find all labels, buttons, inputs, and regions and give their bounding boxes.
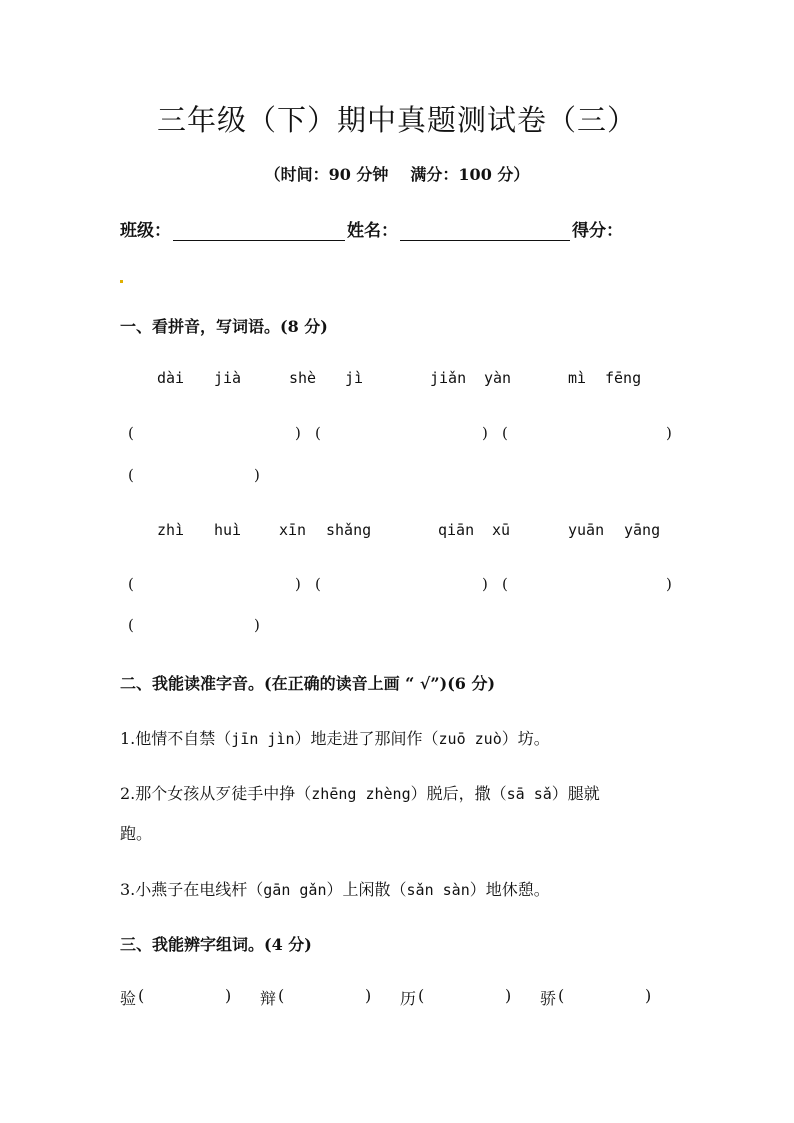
pinyin-syllable: shǎng [326, 521, 372, 539]
answer-paren-close: ) [254, 616, 260, 634]
pinyin-syllable: jì [345, 369, 364, 387]
question-2-2-continued: 跑。 [120, 824, 153, 843]
pinyin-syllable: fēng [605, 369, 642, 387]
pinyin-syllable: jià [214, 369, 242, 387]
question-2-3 [120, 877, 680, 900]
answer-paren-close: ) [295, 424, 301, 442]
answer-paren-close: ) [254, 466, 260, 484]
exam-time-score [0, 162, 794, 185]
answer-paren-open: ( [418, 986, 425, 1005]
question-text: ）腿就 [551, 784, 600, 803]
exam-full-score: 满分：100 分） [410, 165, 530, 184]
page-title: 三年级（下）期中真题测试卷（三） [156, 103, 637, 137]
answer-paren-open: ( [128, 424, 134, 442]
stray-mark [120, 280, 123, 283]
answer-paren-close: ) [666, 424, 672, 442]
answer-paren-close: ) [666, 575, 672, 593]
class-blank[interactable] [173, 220, 345, 241]
answer-paren-open: ( [315, 424, 321, 442]
word-char: 骄 [540, 989, 557, 1008]
pinyin-choice[interactable]: sā sǎ [506, 785, 552, 803]
answer-paren-open: ( [502, 424, 508, 442]
score-label: 得分： [572, 221, 623, 241]
question-2-2 [120, 781, 680, 804]
answer-paren-open: ( [315, 575, 321, 593]
word-char: 辩 [260, 989, 277, 1008]
pinyin-row-2 [0, 521, 794, 545]
answer-paren-open: ( [278, 986, 285, 1005]
pinyin-syllable: jiǎn [430, 369, 467, 387]
student-info-row [120, 216, 680, 242]
answer-paren-open: ( [138, 986, 145, 1005]
pinyin-syllable: yuān [568, 521, 605, 539]
class-label: 班级： [120, 221, 171, 241]
question-text: ）脱后，撒（ [410, 784, 507, 803]
pinyin-choice[interactable]: zuō zuò [438, 730, 502, 748]
question-text: ）上闲散（ [326, 880, 407, 899]
name-label: 姓名： [347, 221, 398, 241]
question-text: 2.那个女孩从歹徒手中挣（ [120, 784, 312, 803]
answer-paren-close: ) [365, 986, 372, 1005]
answer-paren-open: ( [128, 575, 134, 593]
pinyin-choice[interactable]: zhēng zhèng [311, 785, 411, 803]
question-text: ）地休憩。 [469, 880, 550, 899]
answer-paren-close: ) [482, 575, 488, 593]
exam-time: （时间：90 分钟 [264, 165, 389, 184]
section-3-heading: 三、我能辨字组词。(4 分) [120, 935, 312, 954]
question-text: ）坊。 [501, 729, 550, 748]
pinyin-choice[interactable]: gān gǎn [263, 881, 327, 899]
pinyin-syllable: yàn [484, 369, 512, 387]
answer-paren-open: ( [558, 986, 565, 1005]
pinyin-syllable: xīn [279, 521, 307, 539]
answer-paren-close: ) [645, 986, 652, 1005]
pinyin-syllable: shè [289, 369, 317, 387]
pinyin-choice[interactable]: jīn jìn [231, 730, 295, 748]
section-1-heading: 一、看拼音，写词语。(8 分) [120, 317, 328, 336]
pinyin-choice[interactable]: sǎn sàn [406, 881, 470, 899]
answer-paren-close: ) [482, 424, 488, 442]
pinyin-syllable: mì [568, 369, 587, 387]
word-char: 验 [120, 989, 137, 1008]
answer-paren-open: ( [128, 616, 134, 634]
pinyin-syllable: dài [157, 369, 185, 387]
question-text: 1.他情不自禁（ [120, 729, 232, 748]
name-blank[interactable] [400, 220, 570, 241]
question-2-1 [120, 726, 680, 749]
answer-paren-close: ) [295, 575, 301, 593]
section-2-heading: 二、我能读准字音。(在正确的读音上画 “ √”)(6 分) [120, 674, 496, 693]
pinyin-syllable: qiān [438, 521, 475, 539]
pinyin-syllable: zhì [157, 521, 185, 539]
pinyin-row-1 [0, 369, 794, 393]
pinyin-syllable: xū [492, 521, 511, 539]
answer-paren-open: ( [128, 466, 134, 484]
answer-paren-close: ) [505, 986, 512, 1005]
pinyin-syllable: huì [214, 521, 242, 539]
pinyin-syllable: yāng [624, 521, 661, 539]
answer-paren-close: ) [225, 986, 232, 1005]
word-char: 历 [400, 989, 417, 1008]
question-text: ）地走进了那间作（ [294, 729, 439, 748]
answer-paren-open: ( [502, 575, 508, 593]
question-text: 3.小燕子在电线杆（ [120, 880, 264, 899]
